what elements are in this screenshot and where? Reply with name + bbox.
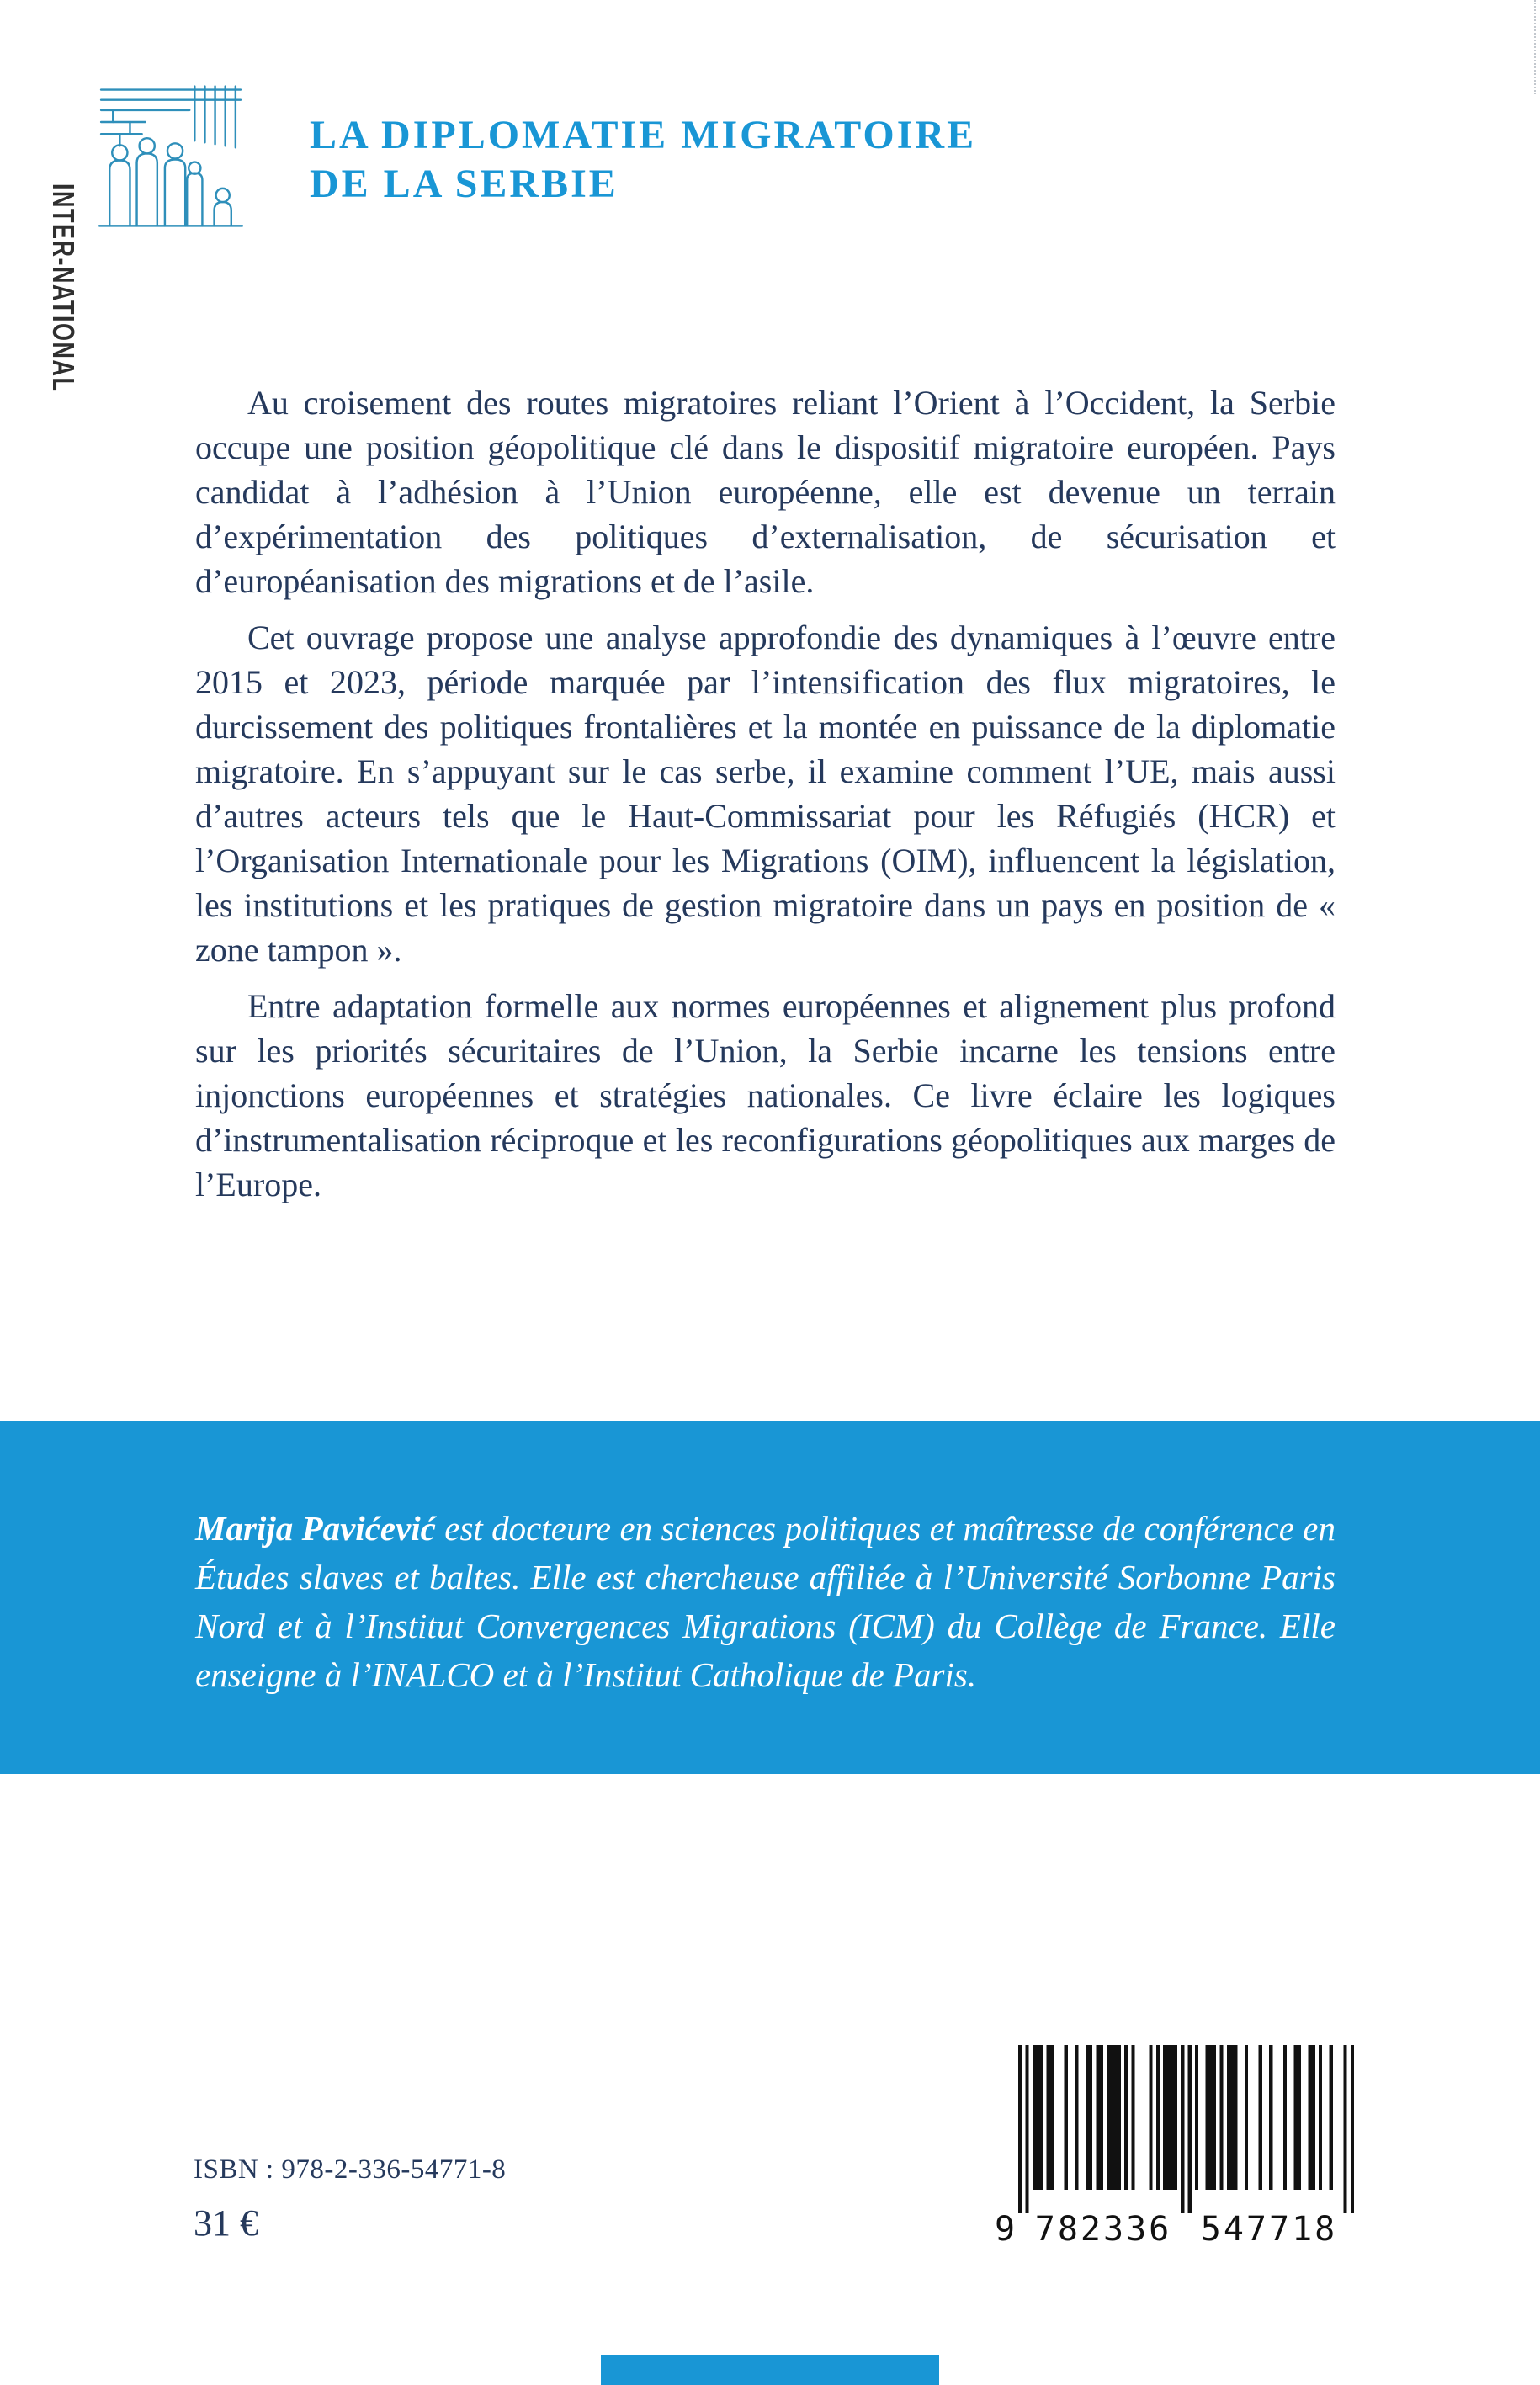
synopsis — [195, 380, 1336, 1219]
author-bio-body: est docteure en sciences politiques et maîtresse de conférence en Études slaves et baltes. Elle est chercheuse affiliée à l’Université Sorbonne Paris Nord et à l’Institut Convergences Migrations (ICM) du Collège de France. Elle enseigne à l’INALCO et à l’Institut Catholique de Paris. — [195, 1509, 1336, 1694]
author-bio-band — [0, 1421, 1540, 1774]
barcode-digits-right: 547718 — [1200, 2210, 1338, 2249]
book-title — [310, 111, 976, 209]
barcode-bars — [1018, 2045, 1354, 2213]
synopsis-paragraph-3: Entre adaptation formelle aux normes européennes et alignement plus profond sur les priorités sécuritaires de l’Union, la Serbie incarne les tensions entre injonctions européennes et stratégies nationales. Ce livre éclaire les logiques d’instrumentalisation réciproque et les reconfigurations géopolitiques aux marges de l’Europe. — [195, 987, 1336, 1203]
synopsis-paragraph-1: Au croisement des routes migratoires reliant l’Orient à l’Occident, la Serbie occupe une position géopolitique clé dans le dispositif migratoire européen. Pays candidat à l’adhésion à l’Union européenne, elle est devenue un terrain d’expérimentation des politiques d’externalisation, de sécurisation et d’européanisation des migrations et de l’asile. — [195, 384, 1336, 600]
book-title-line-1: LA DIPLOMATIE MIGRATOIRE — [310, 113, 977, 157]
crop-mark — [1534, 0, 1536, 94]
collection-label-vertical: INTER-NATIONAL — [46, 183, 81, 393]
migrants-illustration-icon — [94, 81, 247, 239]
bottom-accent-strip — [601, 2355, 939, 2385]
book-title-line-2: DE LA SERBIE — [310, 162, 619, 206]
author-bio-text — [195, 1504, 1336, 1699]
synopsis-paragraph-2: Cet ouvrage propose une analyse approfondie des dynamiques à l’œuvre entre 2015 et 2023, période marquée par l’intensification des flux migratoires, le durcissement des politiques frontalières et la montée en puissance de la diplomatie migratoire. En s’appuyant sur le cas serbe, il examine comment l’UE, mais aussi d’autres acteurs tels que le Haut-Commissariat pour les Réfugiés (HCR) et l’Organisation Internationale pour les Migrations (OIM), influencent la législation, les institutions et les pratiques de gestion migratoire dans un pays en position de « zone tampon ». — [195, 619, 1336, 969]
publisher-logo — [94, 81, 247, 239]
author-name: Marija Pavićević — [195, 1509, 436, 1548]
barcode-digits-left: 782336 — [1034, 2210, 1172, 2249]
barcode-digit-first: 9 — [995, 2210, 1018, 2249]
price-text: 31 € — [194, 2202, 258, 2244]
isbn-text: ISBN : 978-2-336-54771-8 — [194, 2154, 507, 2185]
ean13-barcode — [993, 2040, 1367, 2249]
